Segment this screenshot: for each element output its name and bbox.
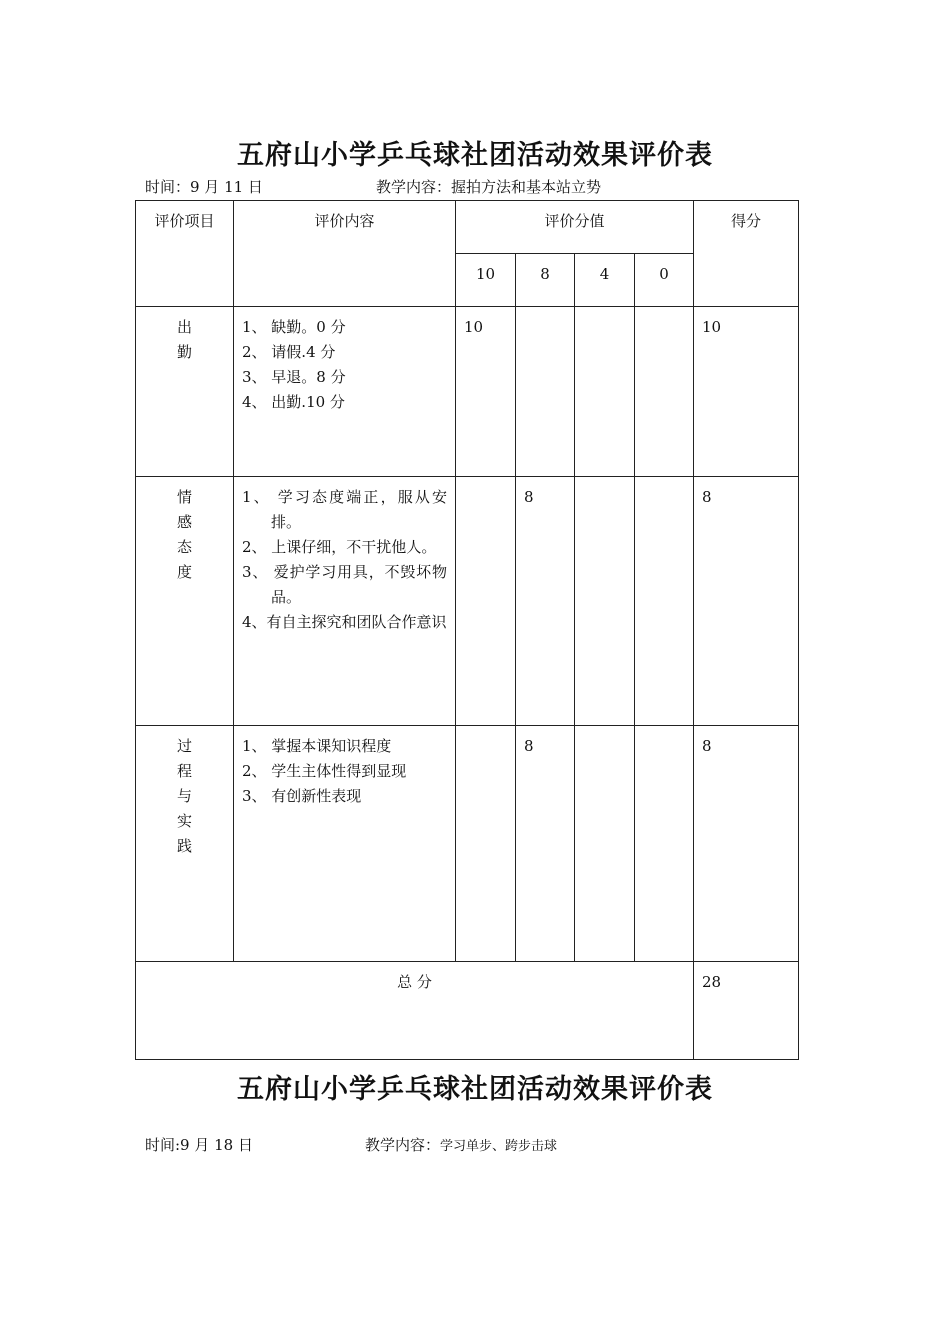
level-4: 4 [575,254,635,307]
row-score: 8 [694,477,799,726]
mark-10: 10 [456,307,516,477]
mark-10 [456,726,516,962]
content-attitude [234,477,456,726]
table-row [136,726,799,962]
table-row [136,477,799,726]
list-item: 2、 上课仔细，不干扰他人。 [242,538,437,556]
list-item: 1、 缺勤。0 分 [242,318,346,336]
evaluation-table [135,200,799,1060]
list-item: 2、 学生主体性得到显现 [242,762,407,780]
header-item: 评价项目 [136,201,234,307]
list-item: 3、 早退。8 分 [242,368,346,386]
level-10: 10 [456,254,516,307]
item-attitude: 情 感 态 度 [136,477,234,726]
content-practice [234,726,456,962]
table-row [136,307,799,477]
mark-4 [575,726,635,962]
total-label: 总 分 [136,962,694,1060]
list-item: 1、 掌握本课知识程度 [242,737,392,755]
mark-10 [456,477,516,726]
lesson-content-2: 教学内容：学习单步、跨步击球 [365,1136,558,1154]
list-item: 1、 学习态度端正，服从安排。 [242,488,447,531]
mark-0 [635,307,694,477]
level-8: 8 [516,254,575,307]
page-title: 五府山小学乒乓球社团活动效果评价表 [237,140,713,171]
mark-8: 8 [516,477,575,726]
total-row [136,962,799,1060]
mark-0 [635,477,694,726]
list-item: 2、 请假.4 分 [242,343,336,361]
header-score: 得分 [694,201,799,307]
lesson-date-2: 时间:9 月 18 日 [145,1136,253,1154]
header-content: 评价内容 [234,201,456,307]
lesson-content: 教学内容：握拍方法和基本站立势 [376,178,602,196]
row-score: 8 [694,726,799,962]
list-item: 3、 有创新性表现 [242,787,362,805]
mark-8: 8 [516,726,575,962]
mark-8 [516,307,575,477]
page-title-2: 五府山小学乒乓球社团活动效果评价表 [237,1074,713,1105]
list-item: 4、有自主探究和团队合作意识 [242,613,447,631]
content-attendance [234,307,456,477]
row-score: 10 [694,307,799,477]
mark-0 [635,726,694,962]
list-item: 3、 爱护学习用具，不毁坏物品。 [242,563,447,606]
total-score: 28 [694,962,799,1060]
item-attendance: 出 勤 [136,307,234,477]
mark-4 [575,477,635,726]
list-item: 4、 出勤.10 分 [242,393,345,411]
mark-4 [575,307,635,477]
item-practice: 过 程 与 实 践 [136,726,234,962]
lesson-date: 时间：9 月 11 日 [145,178,263,196]
level-0: 0 [635,254,694,307]
header-score-value: 评价分值 [456,201,694,254]
